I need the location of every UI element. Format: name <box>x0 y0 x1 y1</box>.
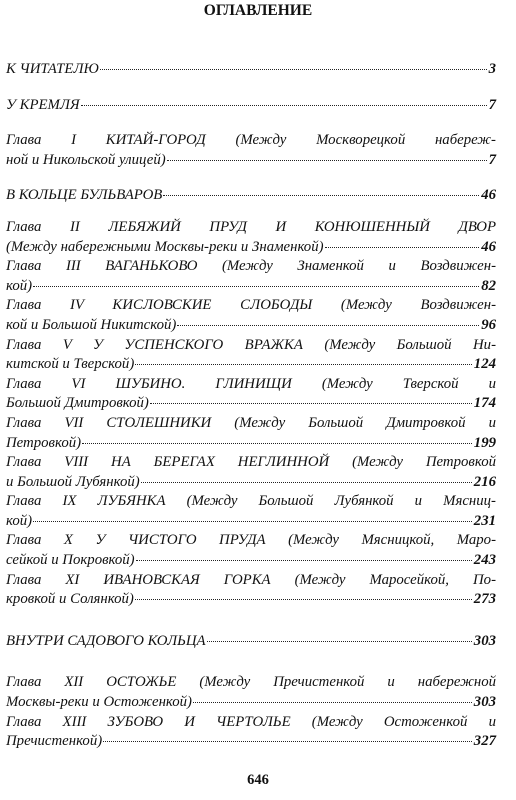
entry-title: ВНУТРИ САДОВОГО КОЛЬЦА <box>6 632 206 649</box>
entry-title-line-2: кой) <box>6 512 33 529</box>
dot-leader <box>141 482 472 483</box>
entry-title-line-1: Глава IX ЛУБЯНКА (Между Большой Лубянкой и Мясниц- <box>6 493 496 510</box>
table-of-contents <box>6 60 496 752</box>
toc-entry-chapter-2[interactable] <box>6 218 496 257</box>
entry-page-number: 199 <box>473 434 496 451</box>
entry-title-line-1: Глава V У УСПЕНСКОГО ВРАЖКА (Между Большой Ни- <box>6 336 496 353</box>
entry-title-line-2: кой) <box>6 277 33 294</box>
toc-entry-vnutri-sadovogo-koltsa[interactable] <box>6 632 496 652</box>
entry-title-line-2: Москвы-реки и Остоженкой) <box>6 694 192 711</box>
entry-page-number: 231 <box>473 512 496 529</box>
entry-page-number: 46 <box>481 187 496 204</box>
entry-title-line-2: (Между набережными Москвы-реки и Знаменкой) <box>6 238 324 255</box>
entry-title-line-2: ной и Никольской улицей) <box>6 151 166 168</box>
entry-page-number: 303 <box>473 694 496 711</box>
entry-title-line-1: Глава IV КИСЛОВСКИЕ СЛОБОДЫ (Между Воздвижен- <box>6 297 496 314</box>
toc-entry-chapter-9[interactable] <box>6 492 496 531</box>
entry-title-line-1: Глава VI ШУБИНО. ГЛИНИЩИ (Между Тверской и <box>6 375 496 392</box>
dot-leader <box>100 69 487 70</box>
entry-title-line-2: и Большой Лубянкой) <box>6 473 140 490</box>
dot-leader <box>150 403 472 404</box>
entry-page-number: 96 <box>481 316 496 333</box>
dot-leader <box>136 560 472 561</box>
entry-page-number: 303 <box>473 632 496 649</box>
dot-leader <box>135 599 472 600</box>
dot-leader <box>167 160 487 161</box>
entry-title-line-1: Глава XI ИВАНОВСКАЯ ГОРКА (Между Маросейкой, По- <box>6 571 496 588</box>
dot-leader <box>82 443 472 444</box>
entry-title: У КРЕМЛЯ <box>6 96 80 113</box>
entry-title-line-1: Глава II ЛЕБЯЖИЙ ПРУД И КОНЮШЕННЫЙ ДВОР <box>6 218 496 235</box>
entry-page-number: 46 <box>481 238 496 255</box>
entry-title-line-1: Глава XIII ЗУБОВО И ЧЕРТОЛЬЕ (Между Остоженкой и <box>6 713 496 730</box>
dot-leader <box>207 641 472 642</box>
entry-title-line-1: Глава XII ОСТОЖЬЕ (Между Пречистенкой и набережной <box>6 674 496 691</box>
entry-title-line-1: Глава III ВАГАНЬКОВО (Между Знаменкой и Воздвижен- <box>6 258 496 275</box>
entry-page-number: 327 <box>473 733 496 750</box>
toc-entry-chapter-11[interactable] <box>6 571 496 610</box>
entry-title: К ЧИТАТЕЛЮ <box>6 61 99 77</box>
entry-title-line-2: китской и Тверской) <box>6 356 135 373</box>
entry-title-line-1: Глава X У ЧИСТОГО ПРУДА (Между Мясницкой, Маро- <box>6 532 496 549</box>
dot-leader <box>33 286 479 287</box>
entry-title-line-2: Петровкой) <box>6 434 82 451</box>
entry-title-line-2: Пречистенкой) <box>6 733 103 750</box>
entry-title-line-1: Глава I КИТАЙ-ГОРОД (Между Москворецкой набереж- <box>6 132 496 149</box>
toc-entry-chapter-10[interactable] <box>6 531 496 570</box>
toc-entry-u-kremlya[interactable] <box>6 96 496 116</box>
toc-entry-chapter-4[interactable] <box>6 296 496 335</box>
toc-entry-chapter-6[interactable] <box>6 375 496 414</box>
dot-leader <box>325 247 480 248</box>
entry-page-number: 7 <box>488 96 496 113</box>
entry-title-line-2: Большой Дмитровкой) <box>6 395 149 412</box>
entry-title-line-1: Глава VIII НА БЕРЕГАХ НЕГЛИННОЙ (Между Петровкой <box>6 454 496 471</box>
page-number: 646 <box>247 772 269 788</box>
entry-page-number: 82 <box>481 277 496 294</box>
entry-title-line-2: кой и Большой Никитской) <box>6 316 177 333</box>
dot-leader <box>193 702 472 703</box>
page-title: ОГЛАВЛЕНИЕ <box>203 2 313 19</box>
toc-entry-chapter-1[interactable] <box>6 131 496 170</box>
entry-title: В КОЛЬЦЕ БУЛЬВАРОВ <box>6 187 163 204</box>
entry-page-number: 216 <box>473 473 496 490</box>
entry-page-number: 7 <box>488 151 496 168</box>
entry-title-line-2: сейкой и Покровкой) <box>6 552 135 569</box>
toc-entry-chapter-3[interactable] <box>6 257 496 296</box>
entry-title-line-2: кровкой и Солянкой) <box>6 591 134 608</box>
dot-leader <box>33 521 472 522</box>
toc-entry-chapter-12[interactable] <box>6 673 496 712</box>
entry-title-line-1: Глава VII СТОЛЕШНИКИ (Между Большой Дмитровкой и <box>6 414 496 431</box>
toc-entry-chapter-5[interactable] <box>6 336 496 375</box>
entry-page-number: 273 <box>473 591 496 608</box>
toc-entry-v-koltse-bulvarov[interactable] <box>6 186 496 206</box>
entry-page-number: 3 <box>488 61 496 77</box>
dot-leader <box>177 325 479 326</box>
dot-leader <box>163 195 479 196</box>
entry-page-number: 243 <box>473 552 496 569</box>
dot-leader <box>135 364 472 365</box>
entry-page-number: 124 <box>473 356 496 373</box>
entry-page-number: 174 <box>473 395 496 412</box>
toc-entry-chapter-7[interactable] <box>6 414 496 453</box>
toc-entry-preface[interactable] <box>6 60 496 80</box>
dot-leader <box>103 741 472 742</box>
toc-entry-chapter-13[interactable] <box>6 713 496 752</box>
toc-entry-chapter-8[interactable] <box>6 453 496 492</box>
dot-leader <box>81 105 487 106</box>
